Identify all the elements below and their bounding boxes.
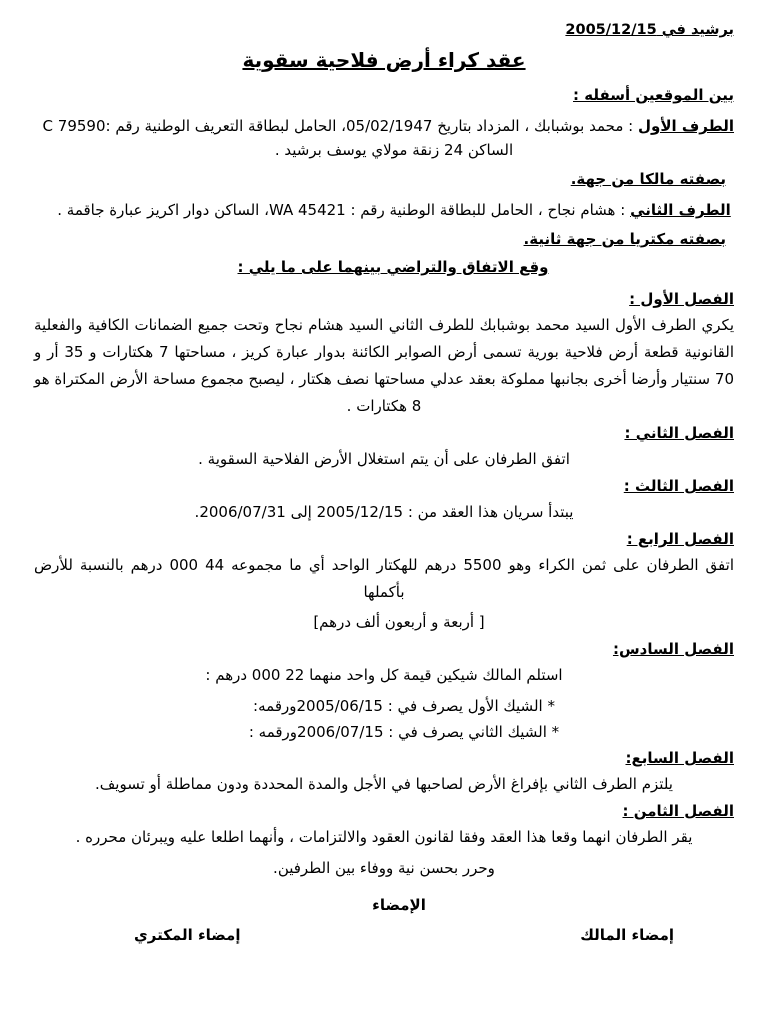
signature-heading: الإمضاء: [372, 896, 426, 914]
chapter-seven-body: يلتزم الطرف الثاني بإفراغ الأرض لصاحبها في الأجل والمدة المحددة ودون مماطلة أو تسويف.: [95, 775, 673, 793]
chapter-two: [34, 424, 734, 473]
chapter-four-title: الفصل الرابع :: [626, 530, 734, 548]
check-line-second: * الشيك الثاني يصرف في : 2006/07/15ورقمه :: [248, 722, 560, 741]
chapter-three-title: الفصل الثالث :: [623, 477, 734, 495]
second-party-label: الطرف الثاني: [630, 201, 731, 219]
second-party-capacity: بصفته مكتريا من جهة ثانية.: [523, 230, 726, 248]
signature-row: [34, 926, 734, 944]
tenant-signature-label: إمضاء المكتري: [134, 926, 241, 944]
chapter-three-body: يبتدأ سريان هذا العقد من : 2005/12/15 إلى 2006/07/31.: [194, 503, 574, 521]
chapter-one-body: يكري الطرف الأول السيد محمد بوشبابك للطرف الثاني السيد هشام نجاح وتحت جميع الضمانات الكافية والفعلية القانونية قطعة أرض فلاحية بورية تسمى أرض الصوابر الكائنة بدوار عبارة كريز ، مساحتها 7 هكتارات و 35 أر و 70 سنتيار وأرضا أخرى بجانبها مملوكة بعقد عدلي مساحتها نصف هكتار ، ليصبح مجموع مساحة الأرض المكتراة هو 8 هكتارات .: [34, 316, 734, 415]
chapter-six-title: الفصل السادس:: [612, 639, 734, 658]
chapter-four-body: اتفق الطرفان على ثمن الكراء وهو 5500 درهم للهكتار الواحد أي ما مجموعه 44 000 درهم بالنسبة للأرض بأكملها: [34, 556, 734, 601]
chapter-eight-closing: وحرر بحسن نية ووفاء بين الطرفين.: [273, 859, 495, 877]
chapter-seven-title: الفصل السابع:: [625, 749, 734, 767]
chapter-eight: [34, 802, 734, 882]
chapter-six: [34, 640, 734, 746]
first-party-capacity: بصفته مالكا من جهة.: [570, 170, 726, 188]
place-date-line: برشيد في 2005/12/15: [565, 22, 734, 38]
chapter-eight-title: الفصل الثامن :: [622, 802, 734, 820]
first-party-block: [34, 114, 734, 162]
chapter-two-body: اتفق الطرفان على أن يتم استغلال الأرض الفلاحية السقوية .: [198, 450, 570, 468]
first-party-address: الساكن 24 زنقة مولاي يوسف برشيد .: [274, 141, 514, 159]
agreement-intro: وقع الاتفاق والتراضي بينهما على ما يلي :: [237, 258, 549, 276]
first-party-line-1: [34, 114, 734, 138]
check-line-first: * الشيك الأول يصرف في : 2005/06/15ورقمه:: [253, 696, 555, 715]
chapter-eight-body: يقر الطرفان انهما وقعا هذا العقد وفقا لقانون العقود والالتزامات ، وأنهما اطلعا عليه ويبرئان محرره .: [75, 828, 693, 846]
chapter-two-title: الفصل الثاني :: [624, 424, 734, 442]
preamble-heading: بين الموقعين أسفله :: [573, 86, 734, 104]
chapter-four: [34, 530, 734, 636]
second-party-block: [34, 198, 734, 222]
chapter-one: [34, 290, 734, 420]
chapter-six-body: استلم المالك شيكين قيمة كل واحد منهما 22 000 درهم :: [205, 665, 563, 684]
chapter-three: [34, 477, 734, 526]
page-title: عقد كراء أرض فلاحية سقوية: [242, 48, 526, 72]
second-party-line-1: [34, 198, 734, 222]
chapter-four-amount-in-words: [ أربعة و أربعون ألف درهم]: [313, 613, 485, 631]
first-party-label: الطرف الأول: [637, 117, 734, 135]
chapter-seven: [34, 749, 734, 798]
first-party-details: : محمد بوشبابك ، المزداد بتاريخ 05/02/1947، الحامل لبطاقة التعريف الوطنية رقم :C 79590: [42, 117, 638, 135]
second-party-details: : هشام نجاح ، الحامل للبطاقة الوطنية رقم : WA 45421، الساكن دوار اكريز عبارة جاقمة .: [57, 201, 631, 219]
chapter-one-title: الفصل الأول :: [629, 290, 734, 308]
owner-signature-label: إمضاء المالك: [580, 926, 674, 944]
